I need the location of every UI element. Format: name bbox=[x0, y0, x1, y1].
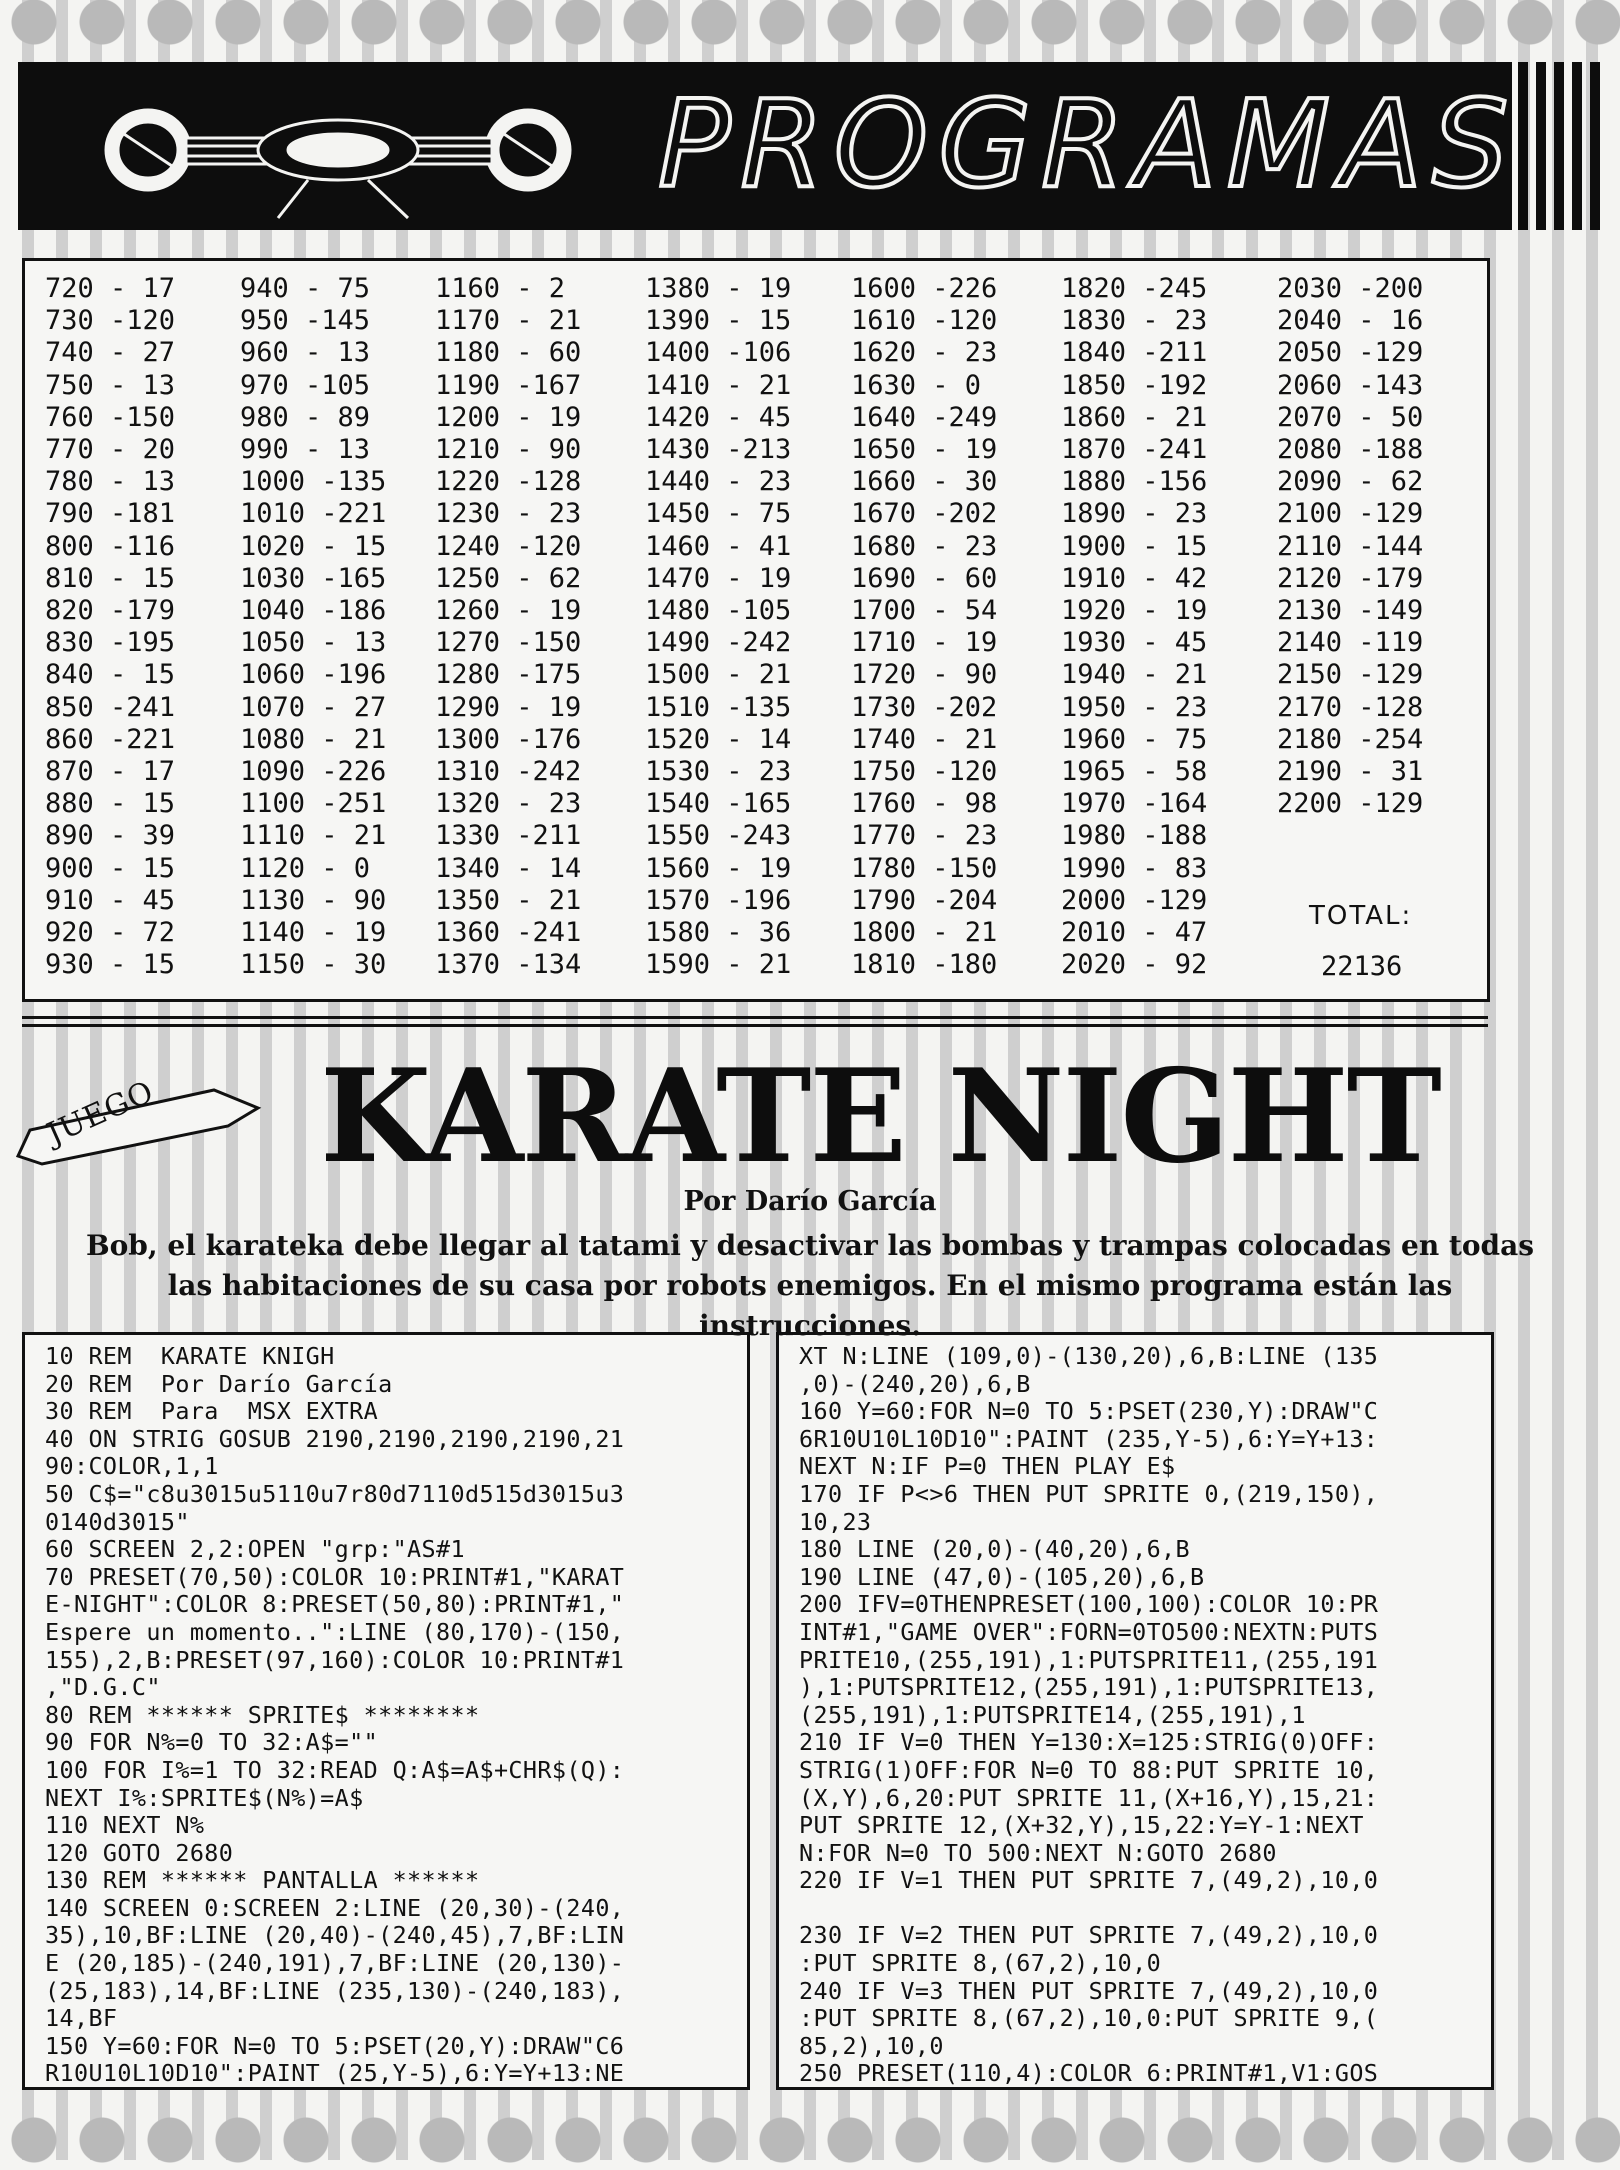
code-line: 155),2,B:PRESET(97,160):COLOR 10:PRINT#1 bbox=[45, 1645, 625, 1674]
checksum-entry: 1880 -156 bbox=[1061, 466, 1208, 498]
checksum-entry: 1120 - 0 bbox=[240, 852, 371, 884]
checksum-entry: 840 - 15 bbox=[45, 659, 176, 691]
checksum-entry: 830 -195 bbox=[45, 627, 176, 659]
checksum-entry: 750 - 13 bbox=[45, 369, 176, 401]
checksum-entry: 2180 -254 bbox=[1277, 723, 1424, 755]
checksum-entry: 1780 -150 bbox=[851, 852, 998, 884]
checksum-entry: 1930 - 45 bbox=[1061, 627, 1208, 659]
checksum-entry: 980 - 89 bbox=[240, 401, 371, 433]
checksum-entry: 1620 - 23 bbox=[851, 337, 998, 369]
checksum-entry: 1410 - 21 bbox=[645, 369, 792, 401]
code-line: 40 ON STRIG GOSUB 2190,2190,2190,2190,21 bbox=[45, 1424, 625, 1453]
checksum-entry: 1090 -226 bbox=[240, 756, 387, 788]
checksum-entry: 990 - 13 bbox=[240, 434, 371, 466]
checksum-entry: 1860 - 21 bbox=[1061, 401, 1208, 433]
checksum-entry: 1940 - 21 bbox=[1061, 659, 1208, 691]
checksum-entry: 1350 - 21 bbox=[435, 884, 582, 916]
checksum-entry: 1260 - 19 bbox=[435, 595, 582, 627]
checksum-entry: 780 - 13 bbox=[45, 466, 176, 498]
checksum-entry: 1170 - 21 bbox=[435, 305, 582, 337]
category-tag bbox=[14, 1074, 264, 1166]
checksum-entry: 2190 - 31 bbox=[1277, 756, 1424, 788]
code-line: 80 REM ****** SPRITE$ ******** bbox=[45, 1700, 480, 1729]
checksum-entry: 1020 - 15 bbox=[240, 530, 387, 562]
code-line: NEXT I%:SPRITE$(N%)=A$ bbox=[45, 1783, 364, 1812]
listing-left bbox=[22, 1332, 750, 2090]
checksum-entry: 770 - 20 bbox=[45, 434, 176, 466]
checksum-entry: 820 -179 bbox=[45, 595, 176, 627]
checksum-entry: 1250 - 62 bbox=[435, 562, 582, 594]
checksum-entry: 1590 - 21 bbox=[645, 949, 792, 981]
checksum-entry: 1740 - 21 bbox=[851, 723, 998, 755]
checksum-entry: 1060 -196 bbox=[240, 659, 387, 691]
code-line: 200 IFV=0THENPRESET(100,100):COLOR 10:PR bbox=[799, 1590, 1379, 1619]
checksum-entry: 1340 - 14 bbox=[435, 852, 582, 884]
code-line: 90 FOR N%=0 TO 32:A$="" bbox=[45, 1728, 379, 1757]
code-line: 220 IF V=1 THEN PUT SPRITE 7,(49,2),10,0 bbox=[799, 1866, 1379, 1895]
code-line: PUT SPRITE 12,(X+32,Y),15,22:Y=Y-1:NEXT bbox=[799, 1811, 1364, 1840]
code-line: 10 REM KARATE KNIGH bbox=[45, 1342, 335, 1370]
code-line: :PUT SPRITE 8,(67,2),10,0 bbox=[799, 1949, 1162, 1978]
checksum-entry: 1290 - 19 bbox=[435, 691, 582, 723]
code-line: 110 NEXT N% bbox=[45, 1811, 205, 1840]
checksum-entry: 940 - 75 bbox=[240, 273, 371, 304]
code-line: NEXT N:IF P=0 THEN PLAY E$ bbox=[799, 1452, 1176, 1481]
checksum-entry: 1010 -221 bbox=[240, 498, 387, 530]
checksum-entry: 2050 -129 bbox=[1277, 337, 1424, 369]
checksum-entry: 1400 -106 bbox=[645, 337, 792, 369]
code-line: Espere un momento..":LINE (80,170)-(150, bbox=[45, 1617, 625, 1646]
spaceship-icon bbox=[78, 90, 618, 220]
header-banner bbox=[18, 62, 1519, 230]
checksum-entry: 1370 -134 bbox=[435, 949, 582, 981]
checksum-entry: 2150 -129 bbox=[1277, 659, 1424, 691]
code-line: 10,23 bbox=[799, 1507, 872, 1536]
checksum-entry: 1520 - 14 bbox=[645, 723, 792, 755]
divider-rule bbox=[22, 1016, 1488, 1019]
article-intro: Bob, el karateka debe llegar al tatami y desactivar las bombas y trampas colocadas en todas las habitaciones de su casa por robots enemigos. En el mismo programa están las instrucciones. bbox=[85, 1229, 1535, 1342]
checksum-column bbox=[240, 273, 386, 981]
checksum-entry: 1710 - 19 bbox=[851, 627, 998, 659]
listing-right bbox=[776, 1332, 1494, 2090]
checksum-entry: 1720 - 90 bbox=[851, 659, 998, 691]
checksum-entry: 800 -116 bbox=[45, 530, 176, 562]
checksum-entry: 1270 -150 bbox=[435, 627, 582, 659]
checksum-entry: 2040 - 16 bbox=[1277, 305, 1424, 337]
checksum-entry: 730 -120 bbox=[45, 305, 176, 337]
checksum-entry: 2020 - 92 bbox=[1061, 949, 1208, 981]
total-value: 22136 bbox=[1321, 951, 1403, 982]
code-line: 250 PRESET(110,4):COLOR 6:PRINT#1,V1:GOS bbox=[799, 2059, 1379, 2088]
checksum-entry: 1130 - 90 bbox=[240, 884, 387, 916]
section-title: PROGRAMAS bbox=[658, 76, 1519, 215]
checksum-entry: 960 - 13 bbox=[240, 337, 371, 369]
checksum-entry: 870 - 17 bbox=[45, 756, 176, 788]
checksum-entry: 1850 -192 bbox=[1061, 369, 1208, 401]
checksum-column bbox=[1277, 273, 1423, 820]
code-line: 6R10U10L10D10":PAINT (235,Y-5),6:Y=Y+13: bbox=[799, 1424, 1379, 1453]
checksum-entry: 910 - 45 bbox=[45, 884, 176, 916]
code-line: 14,BF bbox=[45, 2004, 118, 2033]
article-title: KARATE NIGHT bbox=[320, 1042, 1440, 1192]
checksum-entry: 1110 - 21 bbox=[240, 820, 387, 852]
checksum-entry: 1890 - 23 bbox=[1061, 498, 1208, 530]
code-line: 170 IF P<>6 THEN PUT SPRITE 0,(219,150), bbox=[799, 1479, 1379, 1508]
checksum-entry: 740 - 27 bbox=[45, 337, 176, 369]
checksum-entry: 1100 -251 bbox=[240, 788, 387, 820]
checksum-entry: 2000 -129 bbox=[1061, 884, 1208, 916]
listing-lines bbox=[799, 1343, 1378, 2088]
checksum-entry: 1960 - 75 bbox=[1061, 723, 1208, 755]
code-line: 160 Y=60:FOR N=0 TO 5:PSET(230,Y):DRAW"C bbox=[799, 1397, 1379, 1426]
code-line: 30 REM Para MSX EXTRA bbox=[45, 1397, 379, 1426]
code-line: E (20,185)-(240,191),7,BF:LINE (20,130)- bbox=[45, 1949, 625, 1978]
checksum-entry: 1190 -167 bbox=[435, 369, 582, 401]
checksum-entry: 850 -241 bbox=[45, 691, 176, 723]
checksum-entry: 1965 - 58 bbox=[1061, 756, 1208, 788]
code-line: N:FOR N=0 TO 500:NEXT N:GOTO 2680 bbox=[799, 1838, 1277, 1867]
code-line: R10U10L10D10":PAINT (25,Y-5),6:Y=Y+13:NE bbox=[45, 2059, 625, 2088]
checksum-entry: 2070 - 50 bbox=[1277, 401, 1424, 433]
checksum-entry: 1420 - 45 bbox=[645, 401, 792, 433]
checksum-entry: 1050 - 13 bbox=[240, 627, 387, 659]
code-line: :PUT SPRITE 8,(67,2),10,0:PUT SPRITE 9,( bbox=[799, 2004, 1379, 2033]
checksum-entry: 1040 -186 bbox=[240, 595, 387, 627]
checksum-entry: 1330 -211 bbox=[435, 820, 582, 852]
checksum-entry: 2110 -144 bbox=[1277, 530, 1424, 562]
checksum-entry: 1240 -120 bbox=[435, 530, 582, 562]
checksum-entry: 1030 -165 bbox=[240, 562, 387, 594]
checksum-entry: 1560 - 19 bbox=[645, 852, 792, 884]
checksum-entry: 1840 -211 bbox=[1061, 337, 1208, 369]
checksum-entry: 1140 - 19 bbox=[240, 917, 387, 949]
checksum-entry: 1570 -196 bbox=[645, 884, 792, 916]
checksum-entry: 1700 - 54 bbox=[851, 595, 998, 627]
code-line: E-NIGHT":COLOR 8:PRESET(50,80):PRINT#1," bbox=[45, 1590, 625, 1619]
code-line: 0140d3015" bbox=[45, 1507, 190, 1536]
checksum-entry: 860 -221 bbox=[45, 723, 176, 755]
checksum-entry: 1760 - 98 bbox=[851, 788, 998, 820]
checksum-entry: 1610 -120 bbox=[851, 305, 998, 337]
code-line: ),1:PUTSPRITE12,(255,191),1:PUTSPRITE13, bbox=[799, 1673, 1379, 1702]
checksum-entry: 1360 -241 bbox=[435, 917, 582, 949]
checksum-column bbox=[435, 273, 581, 981]
code-line: INT#1,"GAME OVER":FORN=0TO500:NEXTN:PUTS bbox=[799, 1617, 1379, 1646]
code-line: 230 IF V=2 THEN PUT SPRITE 7,(49,2),10,0 bbox=[799, 1921, 1379, 1950]
checksum-table bbox=[22, 258, 1490, 1002]
code-line: PRITE10,(255,191),1:PUTSPRITE11,(255,191 bbox=[799, 1645, 1379, 1674]
checksum-entry: 1310 -242 bbox=[435, 756, 582, 788]
code-line: STRIG(1)OFF:FOR N=0 TO 88:PUT SPRITE 10, bbox=[799, 1755, 1379, 1784]
checksum-entry: 1390 - 15 bbox=[645, 305, 792, 337]
checksum-entry: 1300 -176 bbox=[435, 723, 582, 755]
checksum-entry: 760 -150 bbox=[45, 401, 176, 433]
bottom-dot-border bbox=[0, 2110, 1620, 2170]
checksum-entry: 2090 - 62 bbox=[1277, 466, 1424, 498]
checksum-entry: 1150 - 30 bbox=[240, 949, 387, 981]
checksum-entry: 1200 - 19 bbox=[435, 401, 582, 433]
checksum-entry: 1500 - 21 bbox=[645, 659, 792, 691]
checksum-entry: 1530 - 23 bbox=[645, 756, 792, 788]
checksum-entry: 1800 - 21 bbox=[851, 917, 998, 949]
top-dot-border bbox=[0, 0, 1620, 52]
checksum-entry: 1460 - 41 bbox=[645, 530, 792, 562]
checksum-entry: 1180 - 60 bbox=[435, 337, 582, 369]
code-line: (X,Y),6,20:PUT SPRITE 11,(X+16,Y),15,21: bbox=[799, 1783, 1379, 1812]
checksum-entry: 1080 - 21 bbox=[240, 723, 387, 755]
code-line bbox=[799, 1895, 1378, 1923]
code-line: 120 GOTO 2680 bbox=[45, 1838, 234, 1867]
divider-rule bbox=[22, 1024, 1488, 1027]
checksum-entry: 1650 - 19 bbox=[851, 434, 998, 466]
checksum-entry: 1670 -202 bbox=[851, 498, 998, 530]
checksum-entry: 2060 -143 bbox=[1277, 369, 1424, 401]
checksum-entry: 1280 -175 bbox=[435, 659, 582, 691]
checksum-entry: 1970 -164 bbox=[1061, 788, 1208, 820]
code-line: 150 Y=60:FOR N=0 TO 5:PSET(20,Y):DRAW"C6 bbox=[45, 2031, 625, 2060]
code-line: 180 LINE (20,0)-(40,20),6,B bbox=[799, 1535, 1191, 1564]
checksum-entry: 1210 - 90 bbox=[435, 434, 582, 466]
checksum-column bbox=[45, 273, 175, 981]
checksum-entry: 2130 -149 bbox=[1277, 595, 1424, 627]
checksum-entry: 1750 -120 bbox=[851, 756, 998, 788]
checksum-entry: 1380 - 19 bbox=[645, 273, 792, 304]
checksum-entry: 2140 -119 bbox=[1277, 627, 1424, 659]
checksum-entry: 1000 -135 bbox=[240, 466, 387, 498]
banner-bars bbox=[1518, 62, 1602, 230]
checksum-entry: 2200 -129 bbox=[1277, 788, 1424, 820]
checksum-entry: 920 - 72 bbox=[45, 917, 176, 949]
checksum-entry: 1910 - 42 bbox=[1061, 562, 1208, 594]
checksum-entry: 1830 - 23 bbox=[1061, 305, 1208, 337]
checksum-entry: 790 -181 bbox=[45, 498, 176, 530]
code-line: 85,2),10,0 bbox=[799, 2031, 944, 2060]
checksum-entry: 1510 -135 bbox=[645, 691, 792, 723]
checksum-entry: 1600 -226 bbox=[851, 273, 998, 304]
checksum-entry: 1160 - 2 bbox=[435, 273, 566, 304]
listing-lines bbox=[45, 1343, 624, 2088]
code-line: 190 LINE (47,0)-(105,20),6,B bbox=[799, 1562, 1205, 1591]
code-line: 90:COLOR,1,1 bbox=[45, 1452, 219, 1481]
checksum-entry: 1640 -249 bbox=[851, 401, 998, 433]
code-line: 20 REM Por Darío García bbox=[45, 1369, 393, 1398]
code-line: 70 PRESET(70,50):COLOR 10:PRINT#1,"KARAT bbox=[45, 1562, 625, 1591]
code-line: 130 REM ****** PANTALLA ****** bbox=[45, 1866, 480, 1895]
checksum-entry: 880 - 15 bbox=[45, 788, 176, 820]
checksum-entry: 1920 - 19 bbox=[1061, 595, 1208, 627]
checksum-entry: 1870 -241 bbox=[1061, 434, 1208, 466]
checksum-entry: 950 -145 bbox=[240, 305, 371, 337]
checksum-entry: 1980 -188 bbox=[1061, 820, 1208, 852]
checksum-entry: 1770 - 23 bbox=[851, 820, 998, 852]
checksum-entry: 1660 - 30 bbox=[851, 466, 998, 498]
checksum-entry: 2030 -200 bbox=[1277, 273, 1424, 304]
checksum-entry: 2170 -128 bbox=[1277, 691, 1424, 723]
checksum-entry: 2100 -129 bbox=[1277, 498, 1424, 530]
code-line: 50 C$="c8u3015u5110u7r80d7110d515d3015u3 bbox=[45, 1479, 625, 1508]
checksum-entry: 1470 - 19 bbox=[645, 562, 792, 594]
checksum-column bbox=[645, 273, 791, 981]
checksum-entry: 720 - 17 bbox=[45, 273, 176, 304]
article-byline: Por Darío García bbox=[683, 1186, 937, 1217]
checksum-entry: 970 -105 bbox=[240, 369, 371, 401]
code-line: 60 SCREEN 2,2:OPEN "grp:"AS#1 bbox=[45, 1535, 465, 1564]
checksum-entry: 1820 -245 bbox=[1061, 273, 1208, 304]
checksum-entry: 2120 -179 bbox=[1277, 562, 1424, 594]
checksum-entry: 2080 -188 bbox=[1277, 434, 1424, 466]
total-label: TOTAL: bbox=[1309, 901, 1413, 931]
code-line: 210 IF V=0 THEN Y=130:X=125:STRIG(0)OFF: bbox=[799, 1728, 1379, 1757]
code-line: 35),10,BF:LINE (20,40)-(240,45),7,BF:LIN bbox=[45, 1921, 625, 1950]
checksum-entry: 1900 - 15 bbox=[1061, 530, 1208, 562]
checksum-entry: 1580 - 36 bbox=[645, 917, 792, 949]
tag-label: JUEGO bbox=[42, 1074, 160, 1152]
checksum-entry: 810 - 15 bbox=[45, 562, 176, 594]
checksum-entry: 1680 - 23 bbox=[851, 530, 998, 562]
checksum-entry: 890 - 39 bbox=[45, 820, 176, 852]
code-line: 140 SCREEN 0:SCREEN 2:LINE (20,30)-(240, bbox=[45, 1893, 625, 1922]
checksum-entry: 1430 -213 bbox=[645, 434, 792, 466]
checksum-entry: 1630 - 0 bbox=[851, 369, 982, 401]
code-line: (255,191),1:PUTSPRITE14,(255,191),1 bbox=[799, 1700, 1306, 1729]
checksum-entry: 1480 -105 bbox=[645, 595, 792, 627]
checksum-entry: 1450 - 75 bbox=[645, 498, 792, 530]
checksum-entry: 1440 - 23 bbox=[645, 466, 792, 498]
code-line: ,"D.G.C" bbox=[45, 1673, 161, 1702]
checksum-entry: 2010 - 47 bbox=[1061, 917, 1208, 949]
checksum-column bbox=[1061, 273, 1207, 981]
checksum-entry: 1810 -180 bbox=[851, 949, 998, 981]
checksum-entry: 1990 - 83 bbox=[1061, 852, 1208, 884]
checksum-entry: 1950 - 23 bbox=[1061, 691, 1208, 723]
checksum-entry: 1730 -202 bbox=[851, 691, 998, 723]
checksum-entry: 900 - 15 bbox=[45, 852, 176, 884]
checksum-entry: 1550 -243 bbox=[645, 820, 792, 852]
code-line: 240 IF V=3 THEN PUT SPRITE 7,(49,2),10,0 bbox=[799, 1976, 1379, 2005]
checksum-entry: 1070 - 27 bbox=[240, 691, 387, 723]
checksum-column bbox=[851, 273, 997, 981]
checksum-entry: 1230 - 23 bbox=[435, 498, 582, 530]
code-line: (25,183),14,BF:LINE (235,130)-(240,183), bbox=[45, 1976, 625, 2005]
checksum-entry: 1690 - 60 bbox=[851, 562, 998, 594]
checksum-entry: 1540 -165 bbox=[645, 788, 792, 820]
checksum-entry: 930 - 15 bbox=[45, 949, 176, 981]
checksum-entry: 1220 -128 bbox=[435, 466, 582, 498]
checksum-entry: 1790 -204 bbox=[851, 884, 998, 916]
checksum-entry: 1490 -242 bbox=[645, 627, 792, 659]
code-line: XT N:LINE (109,0)-(130,20),6,B:LINE (135 bbox=[799, 1342, 1379, 1370]
code-line: 100 FOR I%=1 TO 32:READ Q:A$=A$+CHR$(Q): bbox=[45, 1755, 625, 1784]
code-line: ,0)-(240,20),6,B bbox=[799, 1369, 1031, 1398]
checksum-entry: 1320 - 23 bbox=[435, 788, 582, 820]
